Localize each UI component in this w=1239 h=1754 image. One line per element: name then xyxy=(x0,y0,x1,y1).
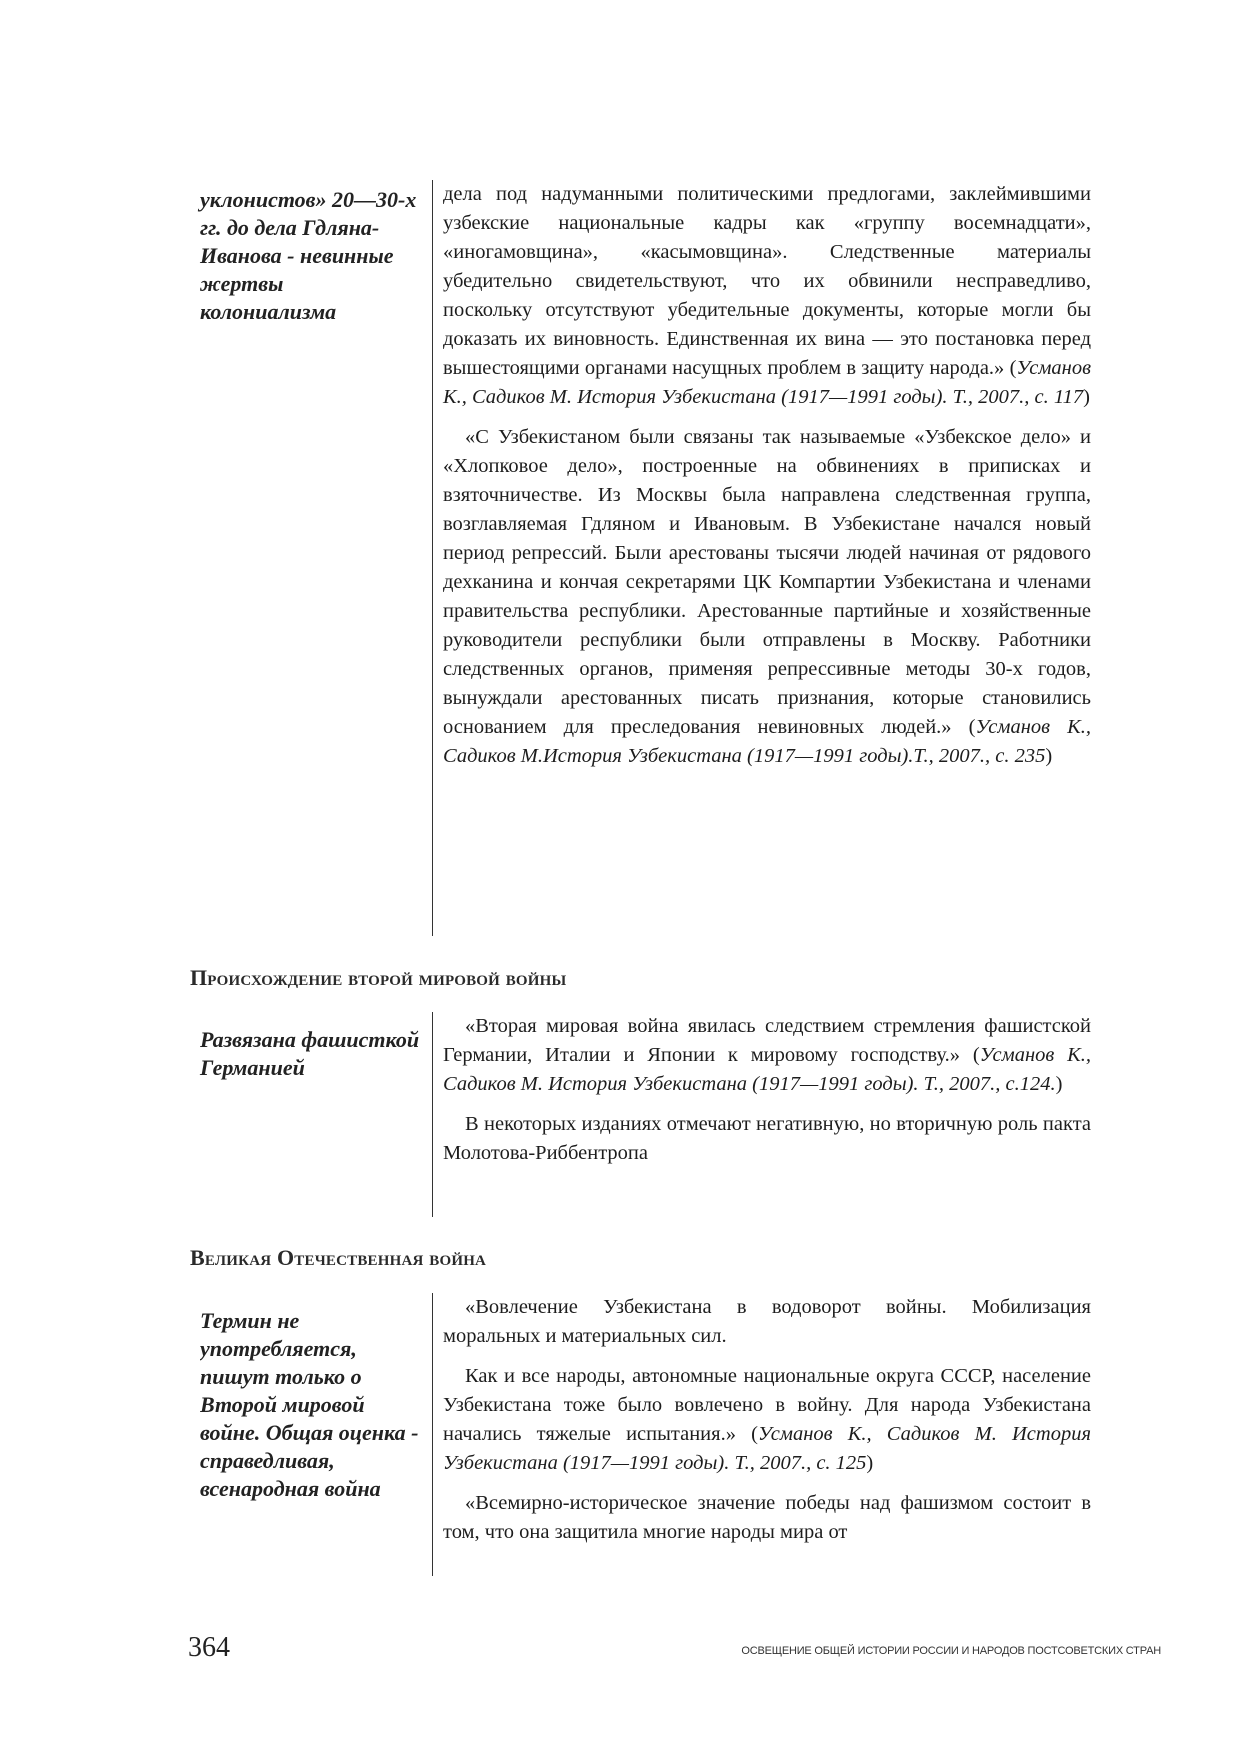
paragraph-text: ) xyxy=(1083,386,1090,408)
paragraph xyxy=(443,1362,1091,1478)
column-divider xyxy=(432,1293,433,1576)
comparison-block-ww2-origin xyxy=(200,1012,1092,1217)
paragraph xyxy=(443,180,1091,412)
main-text xyxy=(443,1012,1091,1217)
side-note: Термин не употребляется, пишут только о Второй мировой войне. Общая оценка - справедливая, всенародная война xyxy=(200,1308,419,1501)
comparison-block-repressions xyxy=(200,180,1092,936)
page-number: 364 xyxy=(188,1632,230,1663)
section-heading: Великая Отечественная война xyxy=(190,1245,487,1270)
running-footer-title: ОСВЕЩЕНИЕ ОБЩЕЙ ИСТОРИИ РОССИИ И НАРОДОВ ПОСТСОВЕТСКИХ СТРАН xyxy=(741,1645,1161,1657)
paragraph xyxy=(443,1012,1091,1099)
side-note: уклонистов» 20—30-х гг. до дела Гдляна-Иванова - невинные жертвы колониализма xyxy=(200,187,417,324)
side-note: Развязана фашисткой Германией xyxy=(200,1027,420,1080)
citation: Усманов К., Садиков М. История Узбекистана (1917—1991 годы). Т., 2007., с.124. xyxy=(443,1044,1091,1095)
paragraph: «Всемирно-историческое значение победы над фашизмом состоит в том, что она защитила многие народы мира от xyxy=(443,1492,1091,1543)
column-divider xyxy=(432,1012,433,1217)
paragraph: В некоторых изданиях отмечают негативную, но вторичную роль пакта Молотова-Риббентропа xyxy=(443,1113,1091,1164)
citation: Усманов К., Садиков М.История Узбекистана (1917—1991 годы).Т., 2007., с. 235 xyxy=(443,716,1091,767)
paragraph: «Вовлечение Узбекистана в водоворот войны. Мобилизация моральных и материальных сил. xyxy=(443,1296,1091,1347)
paragraph xyxy=(443,423,1091,771)
citation: Усманов К., Садиков М. История Узбекистана (1917—1991 годы). Т., 2007., с. 125 xyxy=(443,1423,1091,1474)
comparison-block-great-patriotic-war xyxy=(200,1293,1092,1576)
paragraph-text: ) xyxy=(866,1452,874,1474)
paragraph-text: ) xyxy=(1045,745,1053,767)
citation: Усманов К., Садиков М. История Узбекистана (1917—1991 годы). Т., 2007., с. 117 xyxy=(443,357,1091,408)
column-divider xyxy=(432,180,433,936)
paragraph-text: Как и все народы, автономные национальные округа СССР, население Узбекистана тоже было вовлечено в войну. Для народа Узбекистана начались тяжелые испытания.» ( xyxy=(443,1365,1091,1445)
paragraph-text: «Вторая мировая война явилась следствием стремления фашистской Германии, Италии и Японии к мировому господству.» ( xyxy=(443,1015,1091,1066)
paragraph-text: дела под надуманными политическими предлогами, заклеймившими узбекские национальные кадры как «группу восемнадцати», «иногамовщина», «касымовщина». Следственные материалы убедительно свидетельствуют, что их обвинили несправедливо, поскольку отсутствуют убедительные документы, которые могли бы доказать их виновность. Единственная их вина — это постановка перед вышестоящими органами насущных проблем в защиту народа.» ( xyxy=(443,183,1091,379)
paragraph-text: «С Узбекистаном были связаны так называемые «Узбекское дело» и «Хлопковое дело», построенные на обвинениях в приписках и взяточничестве. Из Москвы была направлена следственная группа, возглавляемая Гдляном и Ивановым. В Узбекистане начался новый период репрессий. Были арестованы тысячи людей начиная от рядового дехканина и кончая секретарями ЦК Компартии Узбекистана и членами правительства республики. Арестованные партийные и хозяйственные руководители республики были отправлены в Москву. Работники следственных органов, применяя репрессивные методы 30-х годов, вынуждали арестованных писать признания, которые становились основанием для преследования невиновных людей.» ( xyxy=(443,426,1091,738)
main-text xyxy=(443,180,1091,936)
paragraph-text: ) xyxy=(1055,1073,1063,1095)
main-text xyxy=(443,1293,1091,1576)
section-heading: Происхождение второй мировой войны xyxy=(190,965,567,990)
